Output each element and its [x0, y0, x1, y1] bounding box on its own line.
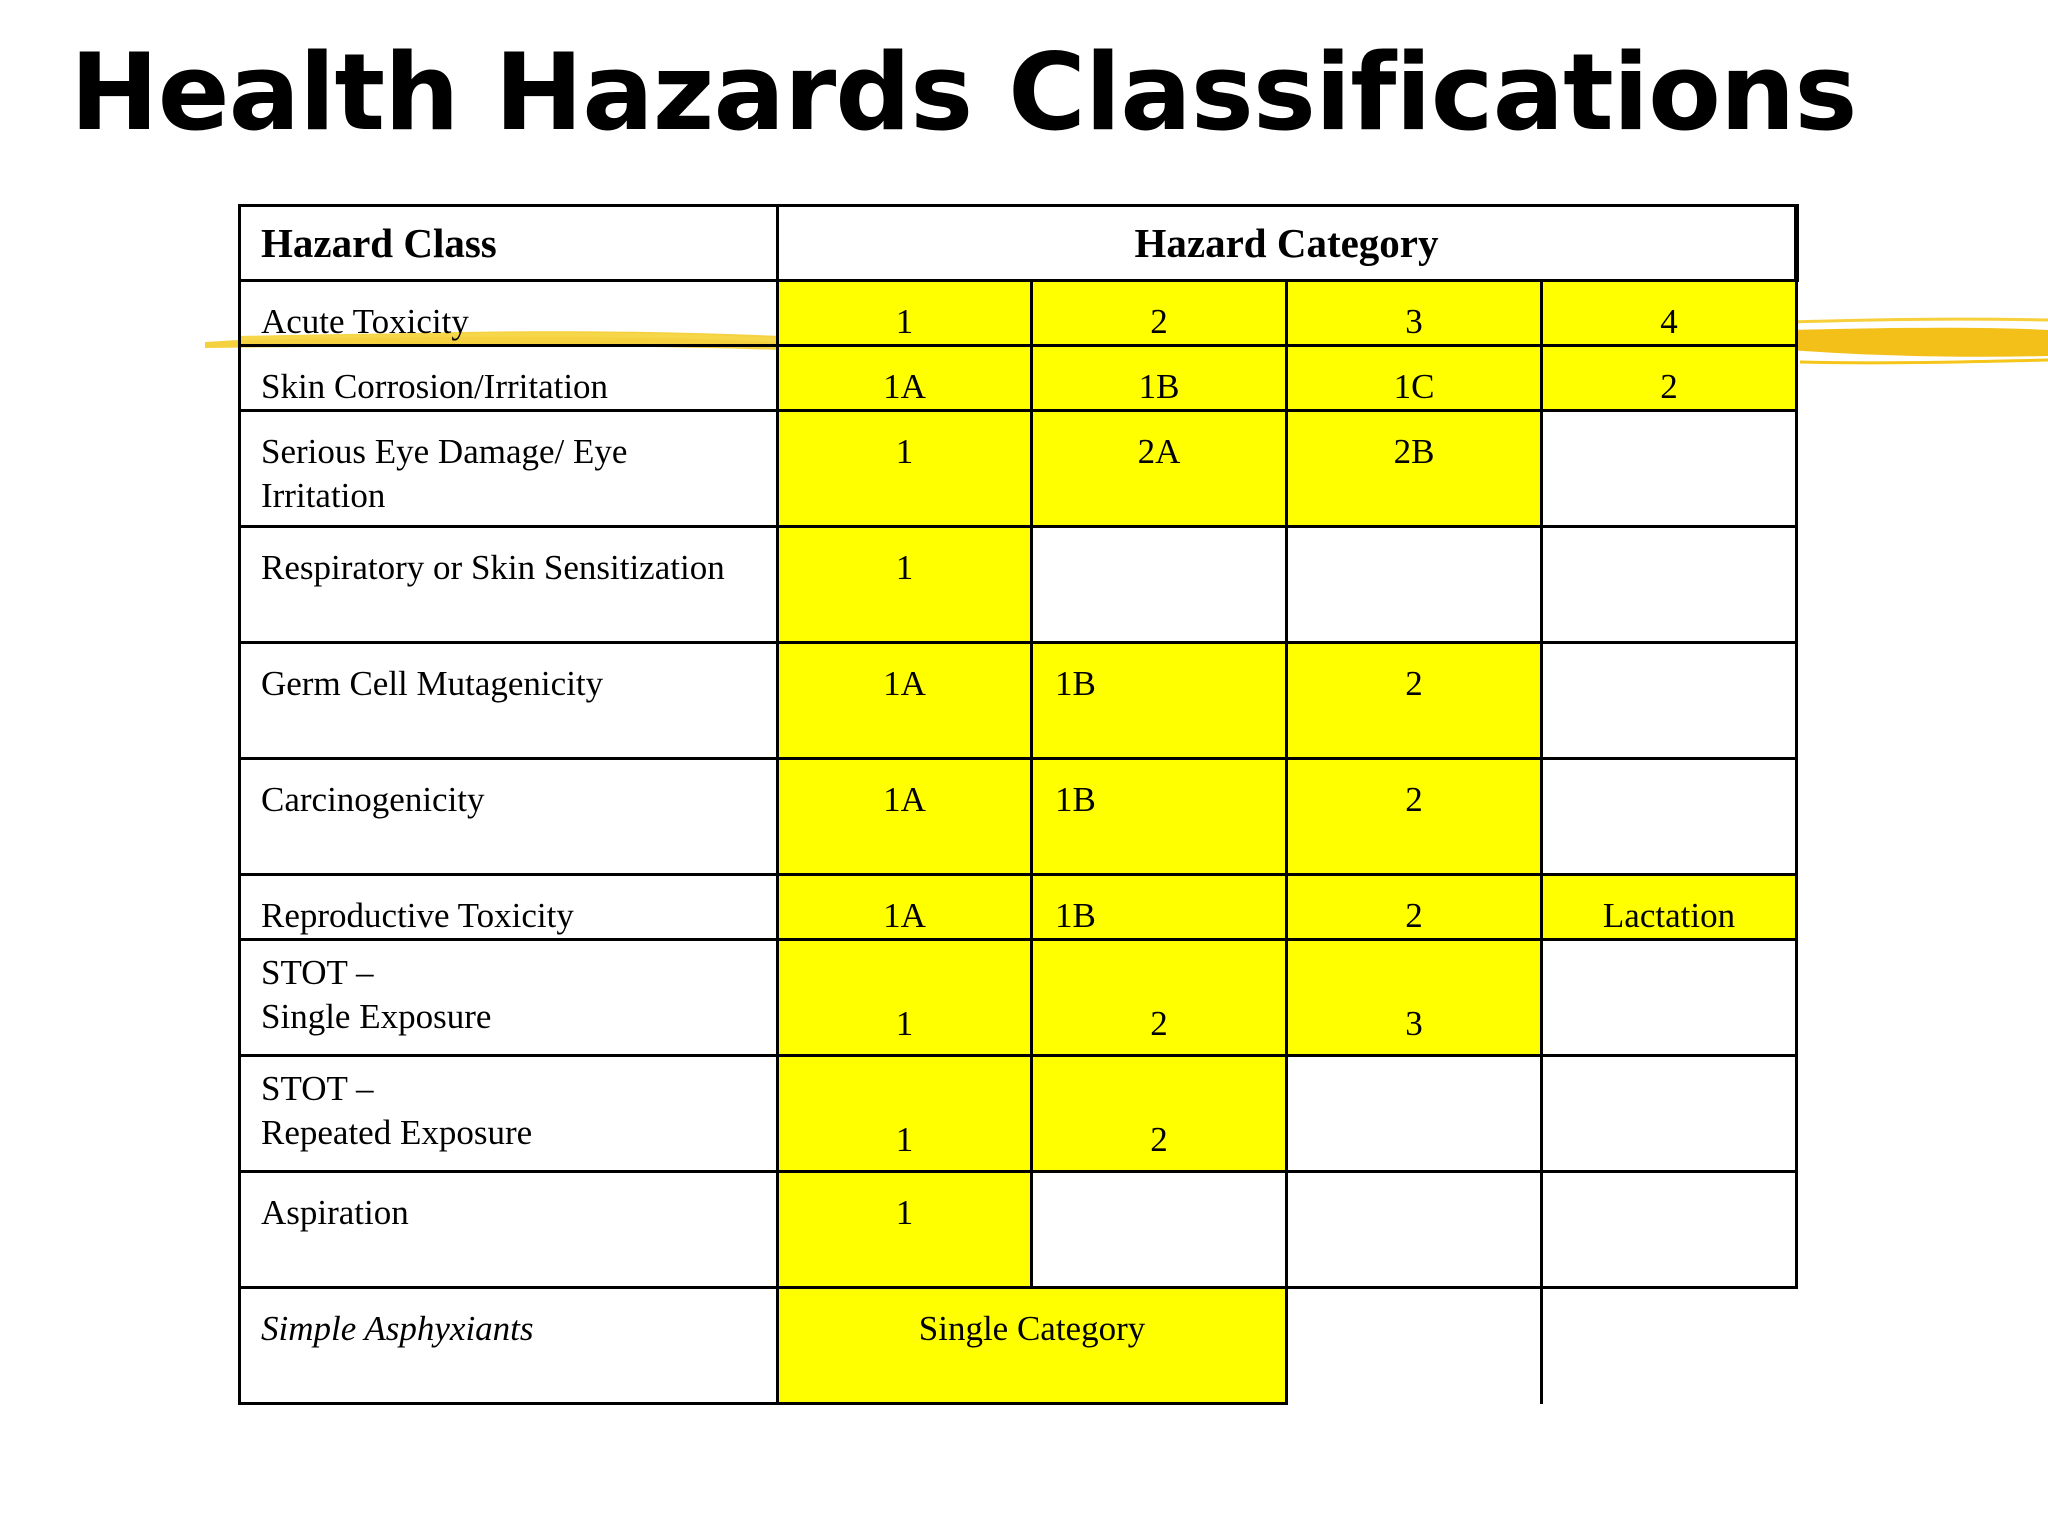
category-cell: 2 — [1032, 1056, 1287, 1172]
category-cell — [1542, 643, 1797, 759]
category-cell — [1032, 527, 1287, 643]
category-cell: 1 — [778, 1056, 1032, 1172]
row-class-name — [240, 940, 778, 1056]
row-class-name-line1: STOT – — [261, 953, 374, 992]
table-row — [240, 411, 1797, 527]
category-cell: 2 — [1287, 643, 1542, 759]
category-cell — [1287, 1056, 1542, 1172]
category-cell: 1 — [778, 281, 1032, 346]
row-class-name-line2: Single Exposure — [261, 997, 492, 1036]
page-title: Health Hazards Classifications — [70, 31, 1857, 154]
row-class-name: Aspiration — [240, 1172, 778, 1288]
category-cell — [1542, 1056, 1797, 1172]
hazard-classification-table — [238, 204, 1799, 1405]
table-row — [240, 346, 1797, 411]
category-cell: 1A — [778, 643, 1032, 759]
row-class-name: Skin Corrosion/Irritation — [240, 346, 778, 411]
table-row — [240, 1056, 1797, 1172]
table-row — [240, 759, 1797, 875]
row-class-name: Respiratory or Skin Sensitization — [240, 527, 778, 643]
table-row — [240, 643, 1797, 759]
table-row — [240, 527, 1797, 643]
row-class-name: Simple Asphyxiants — [240, 1288, 778, 1404]
table-row — [240, 1288, 1797, 1404]
category-cell: 3 — [1287, 940, 1542, 1056]
category-cell: 2 — [1287, 759, 1542, 875]
table-row — [240, 875, 1797, 940]
table-row — [240, 281, 1797, 346]
category-cell: 1A — [778, 759, 1032, 875]
category-cell: 1C — [1287, 346, 1542, 411]
category-cell: 2 — [1032, 940, 1287, 1056]
table-row — [240, 1172, 1797, 1288]
category-cell — [1287, 1172, 1542, 1288]
row-class-name: Carcinogenicity — [240, 759, 778, 875]
category-cell — [1542, 1172, 1797, 1288]
empty-cell — [1287, 1288, 1542, 1404]
category-cell: 1B — [1032, 759, 1287, 875]
category-cell — [1542, 940, 1797, 1056]
empty-cell — [1542, 1288, 1797, 1404]
category-cell — [1542, 411, 1797, 527]
row-class-name: Acute Toxicity — [240, 281, 778, 346]
table-row — [240, 940, 1797, 1056]
category-cell: Lactation — [1542, 875, 1797, 940]
category-cell: 1 — [778, 1172, 1032, 1288]
category-cell: 1 — [778, 940, 1032, 1056]
category-cell: 2A — [1032, 411, 1287, 527]
category-cell: 4 — [1542, 281, 1797, 346]
header-hazard-class: Hazard Class — [240, 206, 778, 281]
category-cell — [1287, 527, 1542, 643]
category-cell: 2B — [1287, 411, 1542, 527]
category-cell: 3 — [1287, 281, 1542, 346]
category-cell — [1542, 527, 1797, 643]
category-cell: 1B — [1032, 346, 1287, 411]
header-hazard-category: Hazard Category — [778, 206, 1797, 281]
category-cell: 1A — [778, 346, 1032, 411]
table-header-row — [240, 206, 1797, 281]
row-class-name: Serious Eye Damage/ Eye Irritation — [240, 411, 778, 527]
row-class-name — [240, 1056, 778, 1172]
category-cell: 2 — [1542, 346, 1797, 411]
category-cell: 1B — [1032, 643, 1287, 759]
row-class-name-line1: STOT – — [261, 1069, 374, 1108]
category-cell: 1 — [778, 411, 1032, 527]
row-class-name: Germ Cell Mutagenicity — [240, 643, 778, 759]
category-cell: 1 — [778, 527, 1032, 643]
category-cell: 1B — [1032, 875, 1287, 940]
category-cell: 1A — [778, 875, 1032, 940]
row-class-name-line2: Repeated Exposure — [261, 1113, 533, 1152]
category-cell: 2 — [1287, 875, 1542, 940]
category-cell: Single Category — [778, 1288, 1287, 1404]
category-cell — [1032, 1172, 1287, 1288]
category-cell — [1542, 759, 1797, 875]
category-cell: 2 — [1032, 281, 1287, 346]
row-class-name: Reproductive Toxicity — [240, 875, 778, 940]
